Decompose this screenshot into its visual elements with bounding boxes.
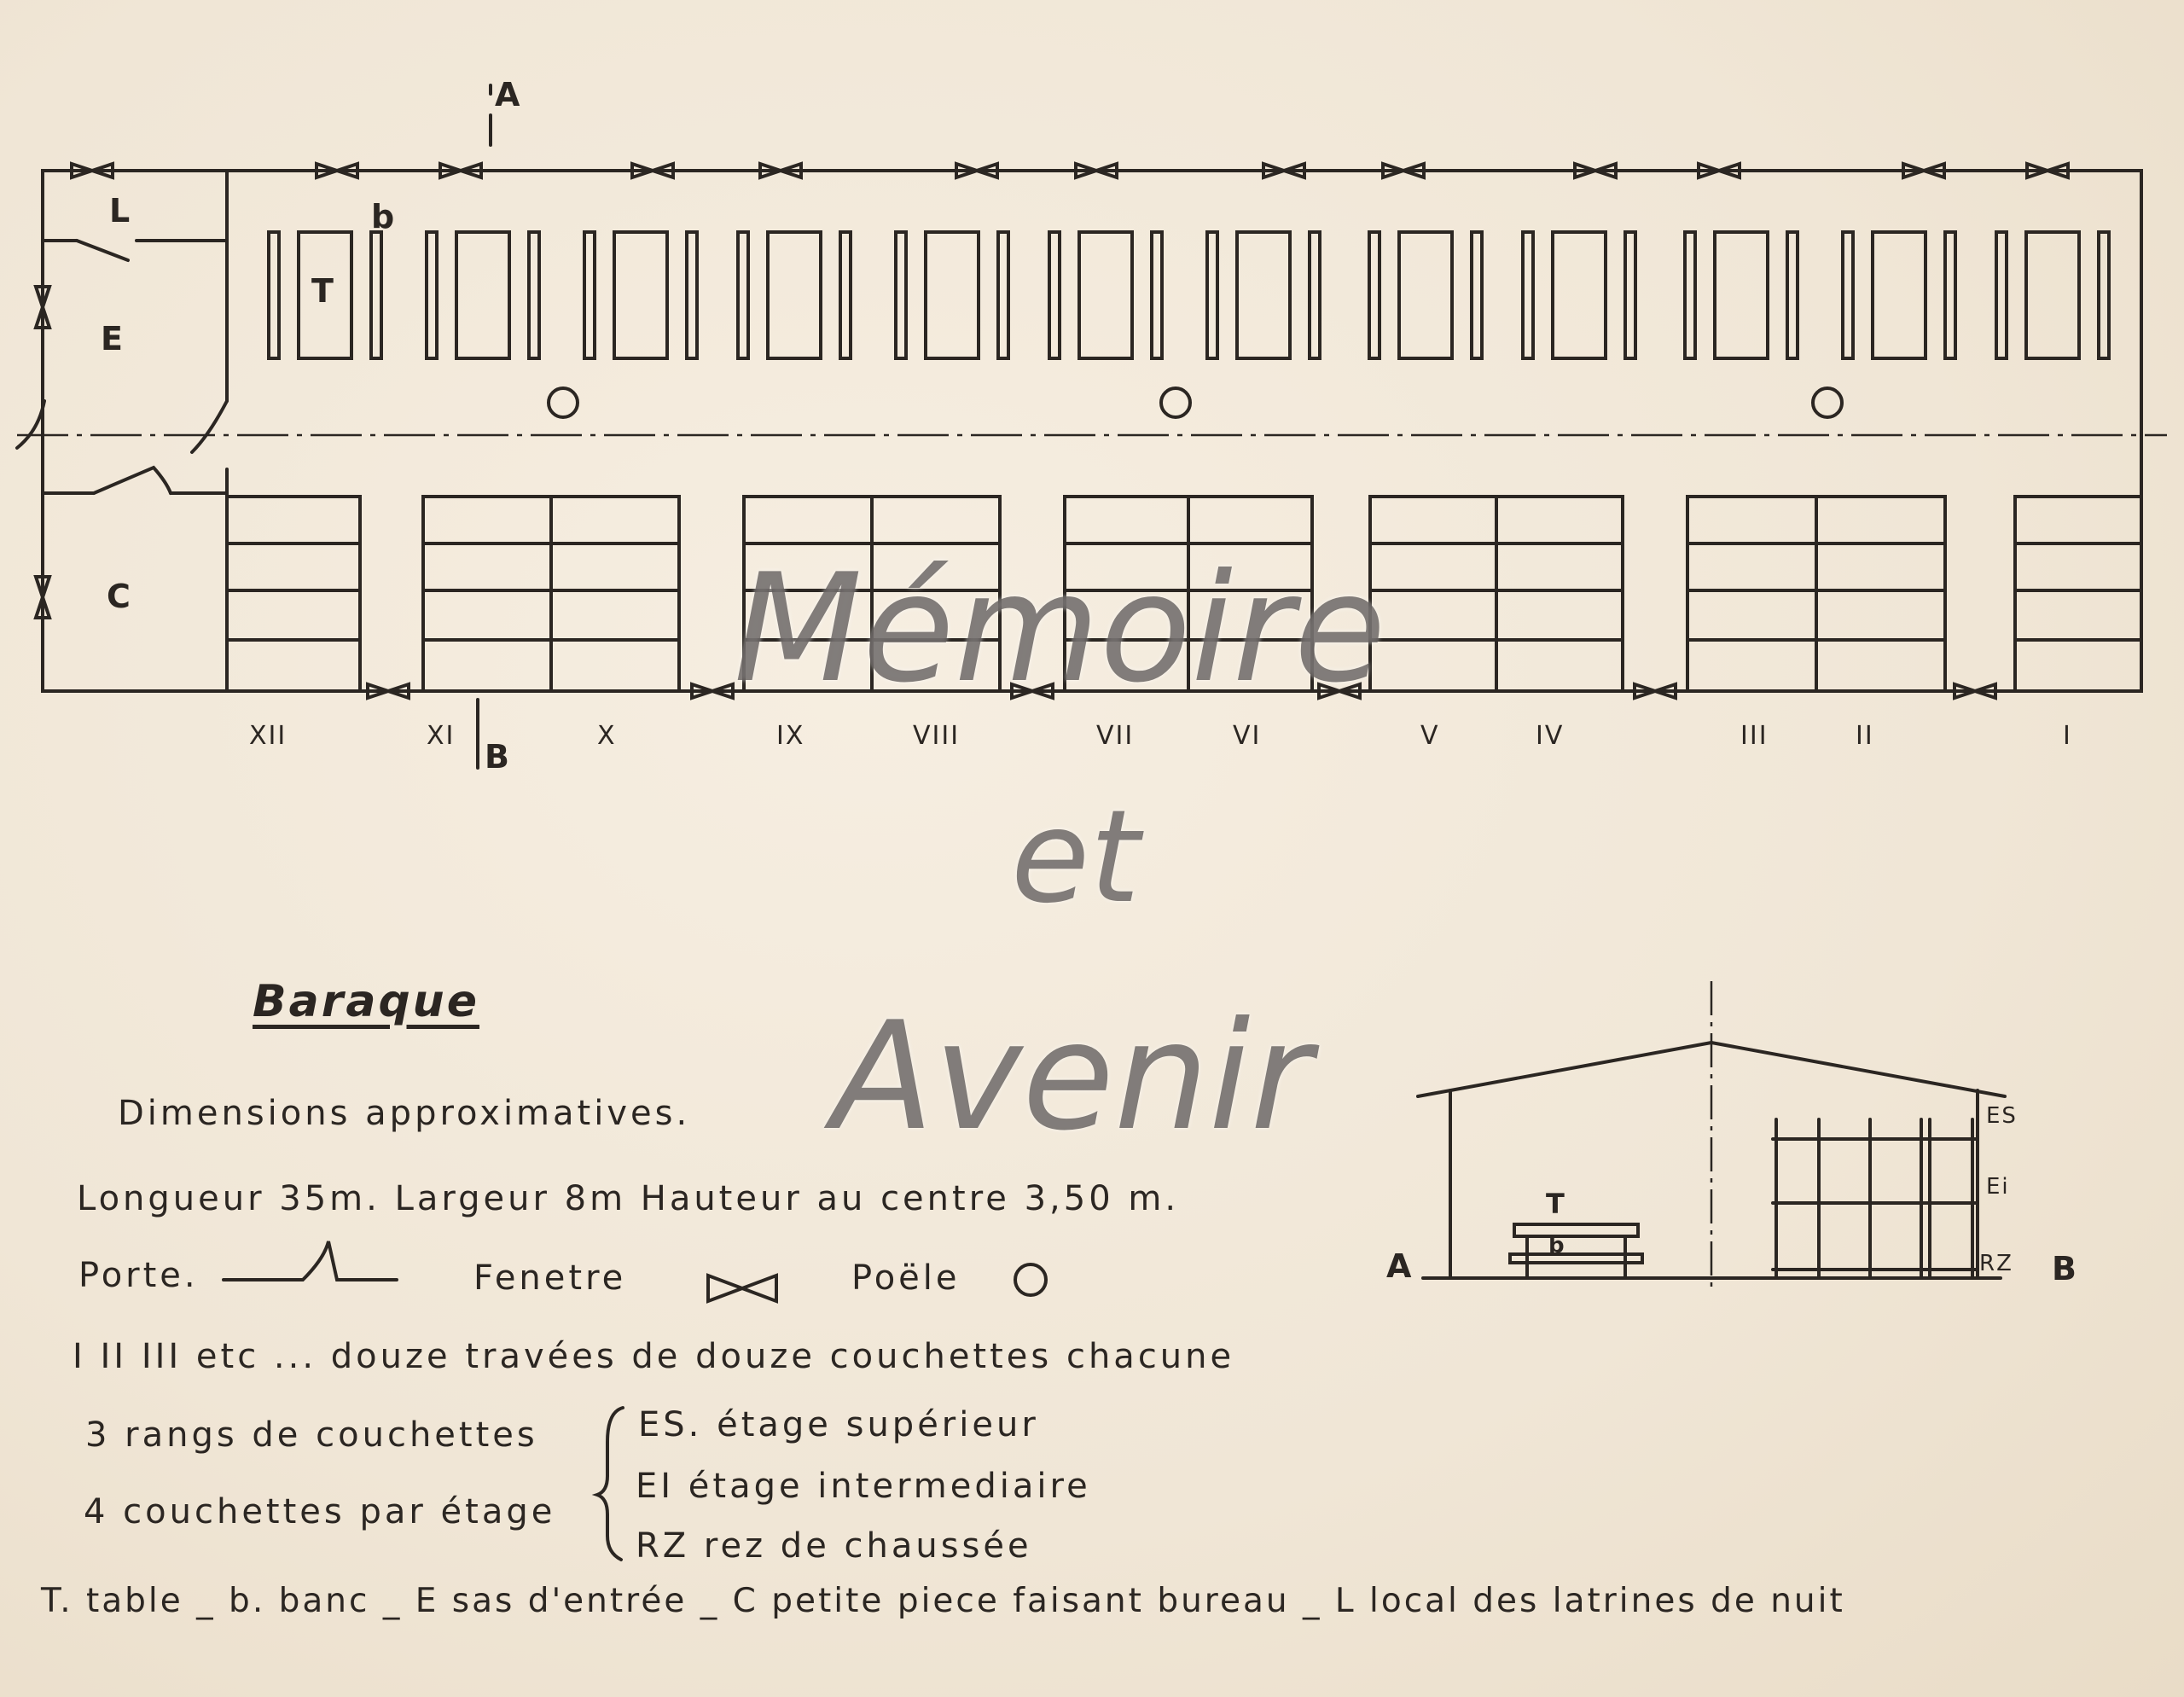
legend-rows-text: 3 rangs de couchettes: [85, 1415, 538, 1455]
bay-label: IX: [776, 721, 805, 751]
table-outline: [926, 232, 979, 358]
bay-label: IV: [1536, 721, 1565, 751]
section-level-es: ES: [1986, 1103, 2018, 1129]
bench-right: [998, 232, 1008, 358]
bench-left: [1996, 232, 2007, 358]
table-outline: [1553, 232, 1606, 358]
dimensions-heading: Dimensions approximatives.: [118, 1094, 691, 1133]
bench-left: [1207, 232, 1217, 358]
office-door: [94, 468, 171, 493]
bunk-block: [2015, 497, 2141, 691]
section-end-b: B: [2052, 1250, 2077, 1287]
bench-right: [687, 232, 697, 358]
bay-label: XI: [427, 721, 456, 751]
stove-circle: [1813, 388, 1842, 417]
section-table-top: [1514, 1224, 1638, 1236]
table-outline: [768, 232, 821, 358]
legend-stove-symbol: [1015, 1264, 1046, 1295]
bay-label: VI: [1233, 721, 1262, 751]
table-outline: [1715, 232, 1768, 358]
bench-right: [1625, 232, 1635, 358]
bench-left: [269, 232, 279, 358]
section-bench-label: b: [1548, 1233, 1565, 1258]
bay-label: VII: [1096, 721, 1135, 751]
bench-right: [1310, 232, 1320, 358]
bay-label: X: [597, 721, 617, 751]
section-level-ei: Ei: [1986, 1174, 2010, 1200]
bench-left: [1523, 232, 1533, 358]
bench-left: [1369, 232, 1380, 358]
bay-label: III: [1740, 721, 1769, 751]
drawing-title: Baraque: [253, 976, 479, 1027]
room-entrance-label: E: [101, 320, 123, 357]
bench-right: [1472, 232, 1482, 358]
section-mark-b-label: B: [485, 738, 509, 776]
legend-poele: Poële: [851, 1258, 961, 1298]
table-outline: [1399, 232, 1452, 358]
bay-label: VIII: [913, 721, 961, 751]
bench-left: [1843, 232, 1853, 358]
roof-left: [1418, 1043, 1711, 1096]
stove-circle: [1161, 388, 1190, 417]
bench-left: [427, 232, 437, 358]
bench-right: [371, 232, 381, 358]
legend-es: ES. étage supérieur: [638, 1405, 1039, 1444]
table-outline: [1079, 232, 1132, 358]
legend-fenetre: Fenetre: [473, 1258, 627, 1298]
section-mark-a-label: A: [495, 76, 520, 113]
stoves-group: [549, 388, 1842, 417]
legend-brace: [597, 1408, 623, 1560]
section-end-a: A: [1386, 1247, 1412, 1285]
bench-right: [1787, 232, 1798, 358]
bench-right: [529, 232, 539, 358]
bench-label: b: [371, 198, 395, 235]
bench-right: [840, 232, 851, 358]
legend-ei: EI étage intermediaire: [636, 1467, 1091, 1506]
room-latrines-label: L: [109, 192, 131, 230]
dimensions-text: Longueur 35m. Largeur 8m Hauteur au centre 3,50 m.: [77, 1179, 1180, 1218]
legend-footer: T. table _ b. banc _ E sas d'entrée _ C petite piece faisant bureau _ L local des latrines de nuit: [41, 1582, 1845, 1620]
legend-rz: RZ rez de chaussée: [636, 1526, 1032, 1566]
legend-per-floor-text: 4 couchettes par étage: [84, 1492, 556, 1531]
watermark-line-3: Avenir: [832, 991, 1312, 1164]
stove-circle: [549, 388, 578, 417]
bay-label: II: [1856, 721, 1874, 751]
legend-porte: Porte.: [78, 1256, 199, 1295]
table-outline: [614, 232, 667, 358]
table-outline: [456, 232, 509, 358]
section-bunks: [1773, 1119, 1978, 1278]
bay-label: XII: [249, 721, 288, 751]
legend-door-symbol: [224, 1241, 397, 1280]
table-outline: [1873, 232, 1926, 358]
section-bench: [1510, 1254, 1642, 1263]
table-label: T: [311, 272, 334, 310]
bench-right: [2099, 232, 2109, 358]
section-table-label: T: [1546, 1188, 1565, 1220]
table-outline: [1237, 232, 1290, 358]
dormitory-door: [192, 401, 227, 452]
section-level-rz: RZ: [1979, 1251, 2013, 1276]
bunk-block: [227, 497, 360, 691]
bench-left: [738, 232, 748, 358]
roof-right: [1711, 1043, 2005, 1096]
room-office-label: C: [107, 578, 131, 615]
bay-label: I: [2063, 721, 2072, 751]
tables-group: [269, 232, 2109, 358]
legend-bays-text: I II III etc ... douze travées de douze couchettes chacune: [73, 1337, 1235, 1376]
bench-left: [1685, 232, 1695, 358]
bay-label: V: [1420, 721, 1440, 751]
bench-right: [1945, 232, 1955, 358]
watermark-line-2: et: [1011, 783, 1141, 932]
latrine-door: [77, 241, 128, 260]
bench-left: [896, 232, 906, 358]
cross-section-drawing: [1418, 981, 2005, 1288]
exterior-door: [17, 401, 44, 448]
legend-window-symbol: [708, 1276, 776, 1301]
table-outline: [2026, 232, 2079, 358]
bench-left: [1049, 232, 1060, 358]
watermark-line-1: Mémoire: [734, 543, 1386, 716]
bench-left: [584, 232, 595, 358]
bench-right: [1152, 232, 1162, 358]
